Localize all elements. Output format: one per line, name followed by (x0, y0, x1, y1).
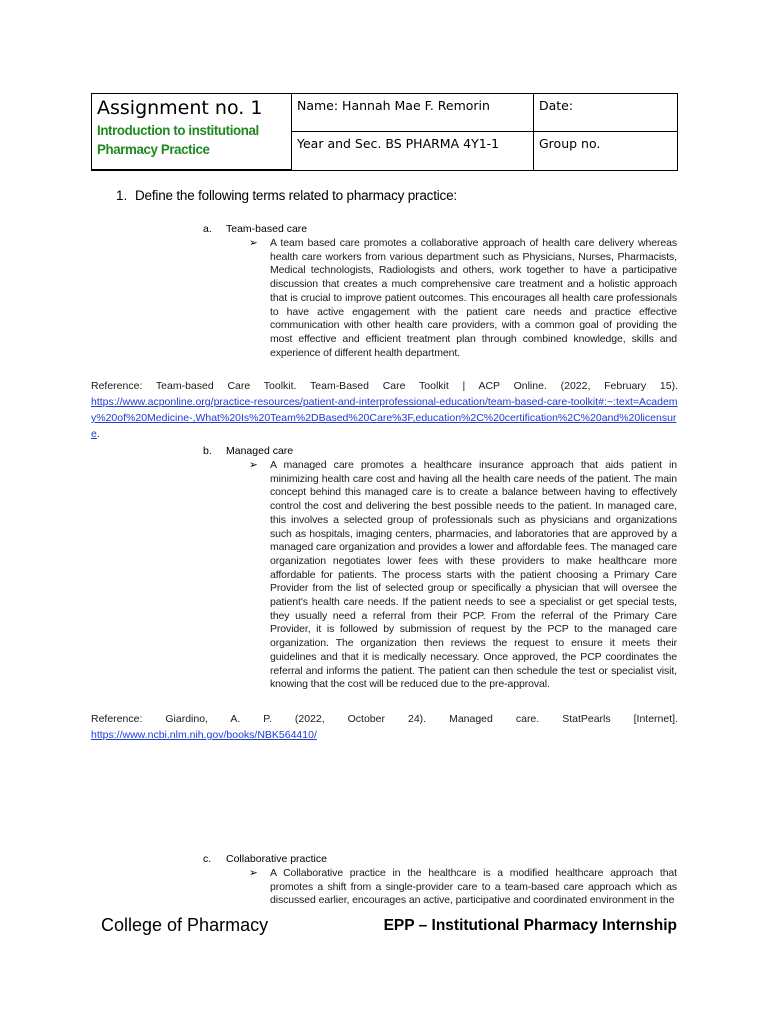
footer-course: EPP – Institutional Pharmacy Internship (383, 917, 677, 934)
item-a-body: A team based care promotes a collaborative approach of health care delivery whereas health care workers from various department such as Physicians, Nurses, Pharmacists, Medical technologists, Radiologists and others, work together to have a participative discussion that creates a much comprehensive care treatment and a holistic approach that is crucial to improve patient outcomes. This encourages all health care professionals to have active engagement with the patient care needs and practice effective communication with other health care providers, with a common goal of providing the most effective and efficient treatment plan through combined knowledge, skills and experience of different health department. (270, 237, 677, 359)
reference-link[interactable]: https://www.acponline.org/practice-resources/patient-and-interprofessional-education/team-based-care-toolkit#:~:text=Academy%20of%20Medicine-,What%20Is%20Team%2DBased%20Care%3F,education%2C%20certification%2C%20and%20licensure (91, 396, 678, 440)
year-section: Year and Sec. BS PHARMA 4Y1-1 (297, 136, 500, 151)
footer-college: College of Pharmacy (101, 915, 269, 935)
item-b-body: A managed care promotes a healthcare insurance approach that aids patient in minimizing health care cost and having all the health care needs of the patient. The main concept behind this managed care is to create a balance between having to effectively control the cost and delivering the best possible needs to the patient. In managed care, this involves a selected group of professionals such as physicians and organizations such as hospitals, imaging centers, pharmacies, and laboratories that are approved by a managed care organization and provides a lower and affordable fees. The managed care organization negotiates lower fees with these providers to make healthcare more affordable for patients. The process starts with the patient choosing a Primary Care Provider from the list of selected group or specifically a physician that will oversee the patient's health care needs. If the patient needs to see a specialist or get special tests, they usually need a referral from their PCP. From the referral of the Primary Care Provider, it is followed by submission of request by the PCP to the managed care organization. The organization then reviews the request to ensure it meets their guidelines and that it is medically necessary. Once approved, the PCP coordinates the referral and informs the patient. The patient can then schedule the test or specialist visit, knowing that the cost will be reduced due to the pre-approval. (270, 459, 677, 691)
reference-tail: . (96, 428, 100, 440)
date-cell (534, 94, 677, 132)
item-a-heading (203, 223, 307, 235)
assignment-header-table (91, 93, 678, 171)
arrow-bullet-icon: ➢ (249, 867, 258, 879)
item-title: Team-based care (226, 223, 308, 235)
student-name: Name: Hannah Mae F. Remorin (297, 98, 490, 113)
item-letter: b. (203, 445, 212, 457)
item-c-heading (203, 853, 327, 865)
item-b-reference (91, 711, 678, 743)
reference-label: Reference: Giardino, A. P. (2022, October 24). Managed care. StatPearls [Internet]. (91, 713, 678, 725)
name-cell (292, 94, 534, 132)
reference-link[interactable]: https://www.ncbi.nlm.nih.gov/books/NBK564410/ (91, 729, 317, 741)
question-number: 1. (116, 188, 128, 203)
item-c-body: A Collaborative practice in the healthcare is a modified healthcare approach that promotes a shift from a single-provider care to a team-based care approach which as discussed earlier, encourages an active, participative and coordinated environment in the (270, 867, 677, 907)
question-1 (116, 188, 457, 203)
group-label: Group no. (539, 136, 601, 151)
date-label: Date: (539, 98, 574, 113)
assignment-subtitle-line1: Introduction to institutional (97, 122, 259, 138)
item-b-heading (203, 445, 293, 457)
assignment-subtitle-line2: Pharmacy Practice (97, 141, 210, 157)
reference-label: Reference: Team-based Care Toolkit. Team-Based Care Toolkit | ACP Online. (2022, February 15). (91, 380, 678, 392)
arrow-bullet-icon: ➢ (249, 459, 258, 471)
group-cell (534, 132, 677, 170)
question-text: Define the following terms related to pharmacy practice: (135, 188, 457, 203)
assignment-title: Assignment no. 1 (97, 97, 263, 119)
item-a-reference (91, 378, 678, 442)
arrow-bullet-icon: ➢ (249, 237, 258, 249)
item-letter: c. (203, 853, 212, 865)
item-title: Collaborative practice (226, 853, 327, 865)
assignment-title-cell (92, 94, 292, 170)
item-letter: a. (203, 223, 212, 235)
item-title: Managed care (226, 445, 294, 457)
year-sec-cell (292, 132, 534, 170)
